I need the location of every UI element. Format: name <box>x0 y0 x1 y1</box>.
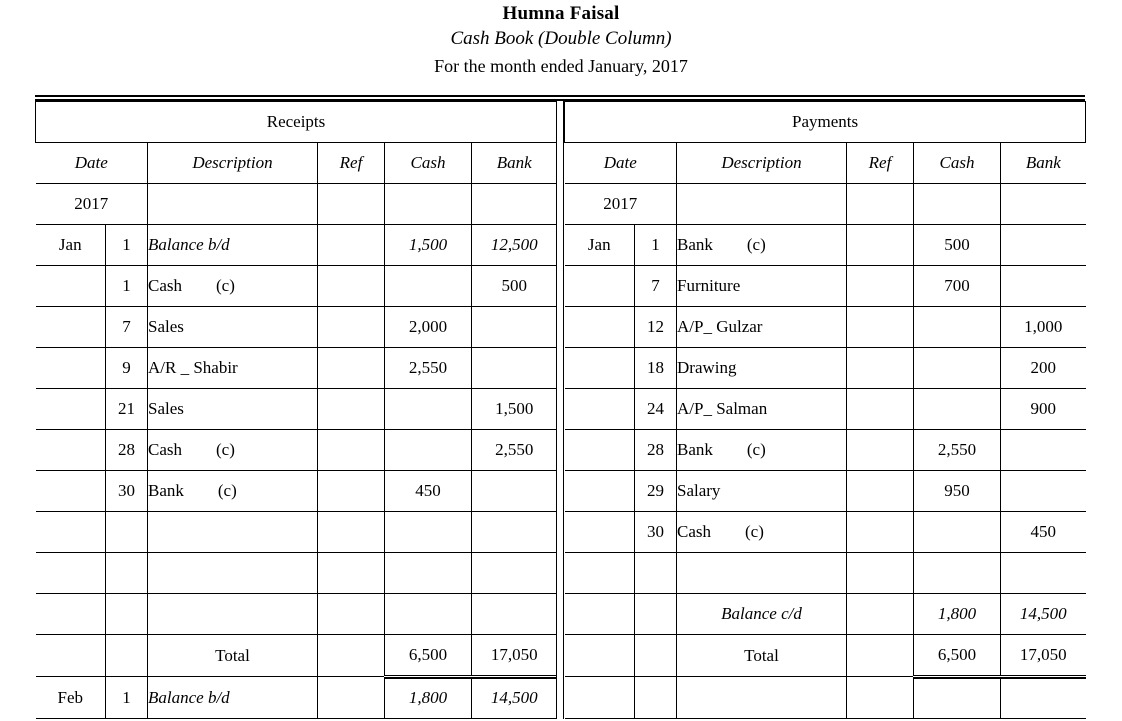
receipts-row-6-ref <box>318 471 385 512</box>
receipts-header-description: Description <box>148 143 318 184</box>
payments-closing-description <box>677 677 847 719</box>
table-row <box>565 471 1086 512</box>
payments-row-0-description: Bank (c) <box>677 225 847 266</box>
payments-row-9-ref <box>847 594 914 635</box>
payments-row-1-bank <box>1001 266 1086 307</box>
payments-closing-day <box>635 677 677 719</box>
receipts-row-8-ref <box>318 553 385 594</box>
payments-closing-ref <box>847 677 914 719</box>
receipts-row-9-description <box>148 594 318 635</box>
payments-row-2-bank: 1,000 <box>1001 307 1086 348</box>
receipts-row-4-cash <box>385 389 472 430</box>
payments-row-8-bank <box>1001 553 1086 594</box>
receipts-header-date: Date <box>36 143 148 184</box>
receipts-row-9-ref <box>318 594 385 635</box>
payments-header-description: Description <box>677 143 847 184</box>
payments-row-8-month <box>565 553 635 594</box>
receipts-row-5-day: 28 <box>106 430 148 471</box>
receipts-row-7-description <box>148 512 318 553</box>
receipts-row-2-cash: 2,000 <box>385 307 472 348</box>
receipts-row-4-ref <box>318 389 385 430</box>
payments-row-8-cash <box>914 553 1001 594</box>
receipts-total-month <box>36 635 106 677</box>
table-row <box>565 266 1086 307</box>
payments-row-7-cash <box>914 512 1001 553</box>
payments-row-6-description: Salary <box>677 471 847 512</box>
table-row <box>36 348 557 389</box>
receipts-row-5-description: Cash (c) <box>148 430 318 471</box>
payments-row-7-bank: 450 <box>1001 512 1086 553</box>
receipts-total-day <box>106 635 148 677</box>
payments-row-4-ref <box>847 389 914 430</box>
payments-row-1-ref <box>847 266 914 307</box>
receipts-year-label: 2017 <box>36 184 148 225</box>
payments-year-row <box>565 184 1086 225</box>
payments-header-ref: Ref <box>847 143 914 184</box>
payments-row-4-day: 24 <box>635 389 677 430</box>
payments-row-9-month <box>565 594 635 635</box>
receipts-row-5-month <box>36 430 106 471</box>
payments-header-date: Date <box>565 143 677 184</box>
receipts-row-7-ref <box>318 512 385 553</box>
payments-row-2-cash <box>914 307 1001 348</box>
ledger-body <box>35 101 1085 719</box>
payments-row-0-cash: 500 <box>914 225 1001 266</box>
payments-side <box>564 101 1085 719</box>
payments-total-label: Total <box>677 635 847 677</box>
receipts-year-ref <box>318 184 385 225</box>
receipts-row-8-cash <box>385 553 472 594</box>
payments-total-cash: 6,500 <box>914 635 1001 677</box>
payments-total-row <box>565 635 1086 677</box>
receipts-row-6-cash: 450 <box>385 471 472 512</box>
receipts-row-1-month <box>36 266 106 307</box>
receipts-row-5-bank: 2,550 <box>472 430 557 471</box>
receipts-row-7-cash <box>385 512 472 553</box>
receipts-total-bank: 17,050 <box>472 635 557 677</box>
receipts-row-8-description <box>148 553 318 594</box>
payments-row-5-day: 28 <box>635 430 677 471</box>
payments-row-2-day: 12 <box>635 307 677 348</box>
payments-row-5-month <box>565 430 635 471</box>
receipts-row-9-cash <box>385 594 472 635</box>
receipts-row-2-day: 7 <box>106 307 148 348</box>
payments-row-9-cash: 1,800 <box>914 594 1001 635</box>
receipts-row-3-ref <box>318 348 385 389</box>
payments-row-0-month: Jan <box>565 225 635 266</box>
receipts-row-6-bank <box>472 471 557 512</box>
table-row <box>565 348 1086 389</box>
payments-row-2-month <box>565 307 635 348</box>
receipts-year-bank <box>472 184 557 225</box>
table-row <box>36 389 557 430</box>
table-row <box>36 225 557 266</box>
payments-row-6-bank <box>1001 471 1086 512</box>
receipts-header-ref: Ref <box>318 143 385 184</box>
receipts-section-title: Receipts <box>36 102 557 143</box>
payments-row-3-day: 18 <box>635 348 677 389</box>
payments-row-4-month <box>565 389 635 430</box>
payments-section-title-row <box>565 102 1086 143</box>
cash-book-ledger <box>35 95 1085 719</box>
receipts-row-1-cash <box>385 266 472 307</box>
table-row <box>36 307 557 348</box>
receipts-header-cash: Cash <box>385 143 472 184</box>
payments-header-cash: Cash <box>914 143 1001 184</box>
receipts-total-ref <box>318 635 385 677</box>
document-titles <box>0 0 1122 80</box>
receipts-closing-row <box>36 677 557 719</box>
receipts-row-0-description: Balance b/d <box>148 225 318 266</box>
receipts-row-2-ref <box>318 307 385 348</box>
table-row <box>565 389 1086 430</box>
payments-row-1-cash: 700 <box>914 266 1001 307</box>
receipts-section-title-row <box>36 102 557 143</box>
payments-row-0-ref <box>847 225 914 266</box>
receipts-row-6-description: Bank (c) <box>148 471 318 512</box>
receipts-row-1-day: 1 <box>106 266 148 307</box>
receipts-row-7-day <box>106 512 148 553</box>
table-row <box>36 594 557 635</box>
receipts-row-8-bank <box>472 553 557 594</box>
book-title: Cash Book (Double Column) <box>450 28 672 49</box>
table-row <box>36 512 557 553</box>
payments-row-0-bank <box>1001 225 1086 266</box>
payments-table <box>564 101 1086 719</box>
payments-year-ref <box>847 184 914 225</box>
receipts-row-8-month <box>36 553 106 594</box>
payments-row-1-month <box>565 266 635 307</box>
payments-row-9-description: Balance c/d <box>677 594 847 635</box>
payments-row-5-ref <box>847 430 914 471</box>
payments-row-2-ref <box>847 307 914 348</box>
receipts-row-0-cash: 1,500 <box>385 225 472 266</box>
table-row <box>36 553 557 594</box>
receipts-side <box>35 101 556 719</box>
payments-total-bank: 17,050 <box>1001 635 1086 677</box>
payments-year-bank <box>1001 184 1086 225</box>
receipts-column-header-row <box>36 143 557 184</box>
payments-row-5-bank <box>1001 430 1086 471</box>
receipts-closing-month: Feb <box>36 677 106 719</box>
payments-row-0-day: 1 <box>635 225 677 266</box>
payments-row-2-description: A/P_ Gulzar <box>677 307 847 348</box>
receipts-row-8-day <box>106 553 148 594</box>
receipts-year-desc <box>148 184 318 225</box>
receipts-row-9-day <box>106 594 148 635</box>
receipts-closing-ref <box>318 677 385 719</box>
receipts-row-4-bank: 1,500 <box>472 389 557 430</box>
receipts-closing-description: Balance b/d <box>148 677 318 719</box>
payments-header-bank: Bank <box>1001 143 1086 184</box>
payments-closing-cash <box>914 677 1001 719</box>
receipts-row-0-day: 1 <box>106 225 148 266</box>
receipts-row-4-description: Sales <box>148 389 318 430</box>
payments-row-9-day <box>635 594 677 635</box>
receipts-year-row <box>36 184 557 225</box>
receipts-header-bank: Bank <box>472 143 557 184</box>
payments-row-6-ref <box>847 471 914 512</box>
receipts-row-5-cash <box>385 430 472 471</box>
payments-row-4-cash <box>914 389 1001 430</box>
payments-closing-month <box>565 677 635 719</box>
period-subtitle: For the month ended January, 2017 <box>434 56 688 76</box>
receipts-year-cash <box>385 184 472 225</box>
payments-row-9-bank: 14,500 <box>1001 594 1086 635</box>
receipts-row-4-month <box>36 389 106 430</box>
receipts-row-6-month <box>36 471 106 512</box>
receipts-row-0-bank: 12,500 <box>472 225 557 266</box>
receipts-row-9-month <box>36 594 106 635</box>
payments-row-5-cash: 2,550 <box>914 430 1001 471</box>
receipts-row-0-month: Jan <box>36 225 106 266</box>
receipts-row-1-bank: 500 <box>472 266 557 307</box>
receipts-row-3-cash: 2,550 <box>385 348 472 389</box>
receipts-row-3-month <box>36 348 106 389</box>
payments-total-ref <box>847 635 914 677</box>
receipts-table <box>35 101 557 719</box>
table-row <box>565 594 1086 635</box>
receipts-row-7-month <box>36 512 106 553</box>
table-row <box>565 430 1086 471</box>
payments-row-8-day <box>635 553 677 594</box>
receipts-row-7-bank <box>472 512 557 553</box>
receipts-closing-day: 1 <box>106 677 148 719</box>
payments-year-desc <box>677 184 847 225</box>
payments-year-label: 2017 <box>565 184 677 225</box>
ledger-center-divider <box>556 101 564 719</box>
receipts-row-2-description: Sales <box>148 307 318 348</box>
table-row <box>565 512 1086 553</box>
receipts-row-4-day: 21 <box>106 389 148 430</box>
receipts-closing-bank: 14,500 <box>472 677 557 719</box>
payments-section-title: Payments <box>565 102 1086 143</box>
table-row <box>565 307 1086 348</box>
payments-row-3-cash <box>914 348 1001 389</box>
payments-column-header-row <box>565 143 1086 184</box>
owner-name: Humna Faisal <box>502 3 620 24</box>
payments-row-5-description: Bank (c) <box>677 430 847 471</box>
receipts-total-row <box>36 635 557 677</box>
payments-row-8-ref <box>847 553 914 594</box>
payments-row-1-day: 7 <box>635 266 677 307</box>
table-row <box>36 471 557 512</box>
payments-row-6-month <box>565 471 635 512</box>
receipts-closing-cash: 1,800 <box>385 677 472 719</box>
payments-row-7-day: 30 <box>635 512 677 553</box>
payments-year-cash <box>914 184 1001 225</box>
payments-row-4-description: A/P_ Salman <box>677 389 847 430</box>
receipts-row-5-ref <box>318 430 385 471</box>
payments-total-month <box>565 635 635 677</box>
payments-row-1-description: Furniture <box>677 266 847 307</box>
receipts-row-6-day: 30 <box>106 471 148 512</box>
payments-row-3-month <box>565 348 635 389</box>
payments-row-8-description <box>677 553 847 594</box>
receipts-row-2-bank <box>472 307 557 348</box>
payments-row-3-description: Drawing <box>677 348 847 389</box>
receipts-row-3-description: A/R _ Shabir <box>148 348 318 389</box>
payments-total-day <box>635 635 677 677</box>
table-row <box>565 225 1086 266</box>
receipts-total-label: Total <box>148 635 318 677</box>
payments-closing-row <box>565 677 1086 719</box>
payments-row-4-bank: 900 <box>1001 389 1086 430</box>
table-row <box>565 553 1086 594</box>
payments-row-3-bank: 200 <box>1001 348 1086 389</box>
receipts-row-0-ref <box>318 225 385 266</box>
receipts-row-1-ref <box>318 266 385 307</box>
receipts-row-3-day: 9 <box>106 348 148 389</box>
payments-row-6-day: 29 <box>635 471 677 512</box>
payments-closing-bank <box>1001 677 1086 719</box>
receipts-total-cash: 6,500 <box>385 635 472 677</box>
payments-row-7-month <box>565 512 635 553</box>
payments-row-7-description: Cash (c) <box>677 512 847 553</box>
receipts-row-9-bank <box>472 594 557 635</box>
receipts-row-3-bank <box>472 348 557 389</box>
table-row <box>36 266 557 307</box>
payments-row-6-cash: 950 <box>914 471 1001 512</box>
payments-row-7-ref <box>847 512 914 553</box>
payments-row-3-ref <box>847 348 914 389</box>
table-row <box>36 430 557 471</box>
receipts-row-2-month <box>36 307 106 348</box>
receipts-row-1-description: Cash (c) <box>148 266 318 307</box>
